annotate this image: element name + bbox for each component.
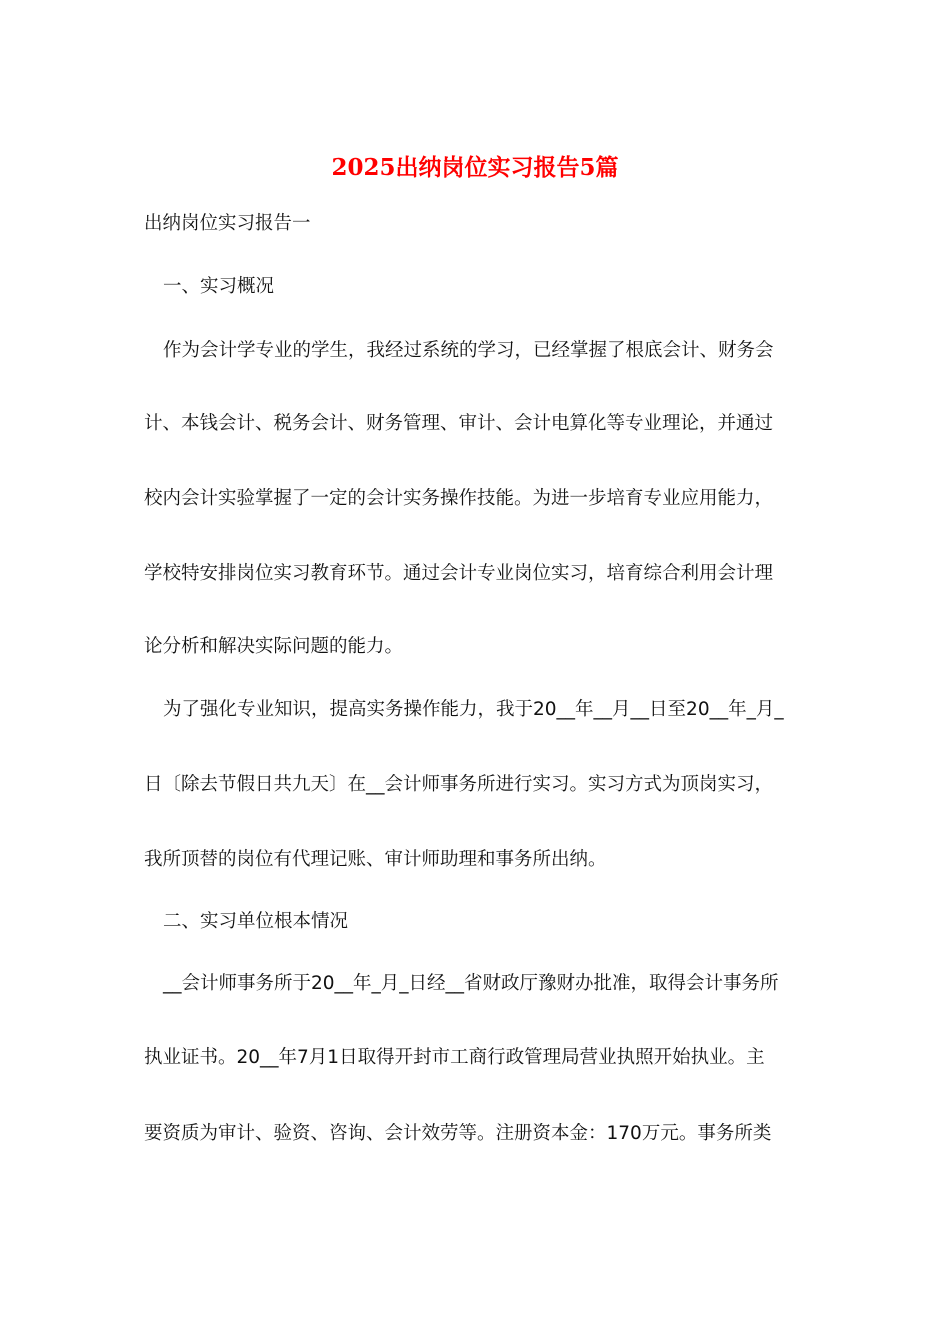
paragraph-line: 学校特安排岗位实习教育环节。通过会计专业岗位实习，培育综合利用会计理 — [144, 563, 774, 584]
paragraph-line: 计、本钱会计、税务会计、财务管理、审计、会计电算化等专业理论，并通过 — [144, 413, 774, 434]
section-heading-unit: 二、实习单位根本情况 — [163, 911, 349, 932]
paragraph-line: 为了强化专业知识，提高实务操作能力，我于20__年__月__日至20__年_月_ — [163, 699, 784, 720]
paragraph-line: 执业证书。20__年7月1日取得开封市工商行政管理局营业执照开始执业。主 — [144, 1047, 765, 1068]
section-heading-overview: 一、实习概况 — [163, 276, 275, 297]
document-title: 2025出纳岗位实习报告5篇 — [331, 154, 619, 181]
report-subtitle: 出纳岗位实习报告一 — [144, 213, 311, 234]
paragraph-line: 要资质为审计、验资、咨询、会计效劳等。注册资本金：170万元。事务所类 — [144, 1123, 772, 1144]
paragraph-line: 日〔除去节假日共九天〕在__会计师事务所进行实习。实习方式为顶岗实习， — [144, 774, 774, 795]
paragraph-line: 作为会计学专业的学生，我经过系统的学习，已经掌握了根底会计、财务会 — [163, 340, 774, 361]
paragraph-line: 我所顶替的岗位有代理记账、审计师助理和事务所出纳。 — [144, 849, 607, 870]
paragraph-line: 校内会计实验掌握了一定的会计实务操作技能。为进一步培育专业应用能力， — [144, 488, 774, 509]
paragraph-line: __会计师事务所于20__年_月_日经__省财政厅豫财办批准，取得会计事务所 — [163, 973, 779, 994]
paragraph-line: 论分析和解决实际问题的能力。 — [144, 636, 404, 657]
